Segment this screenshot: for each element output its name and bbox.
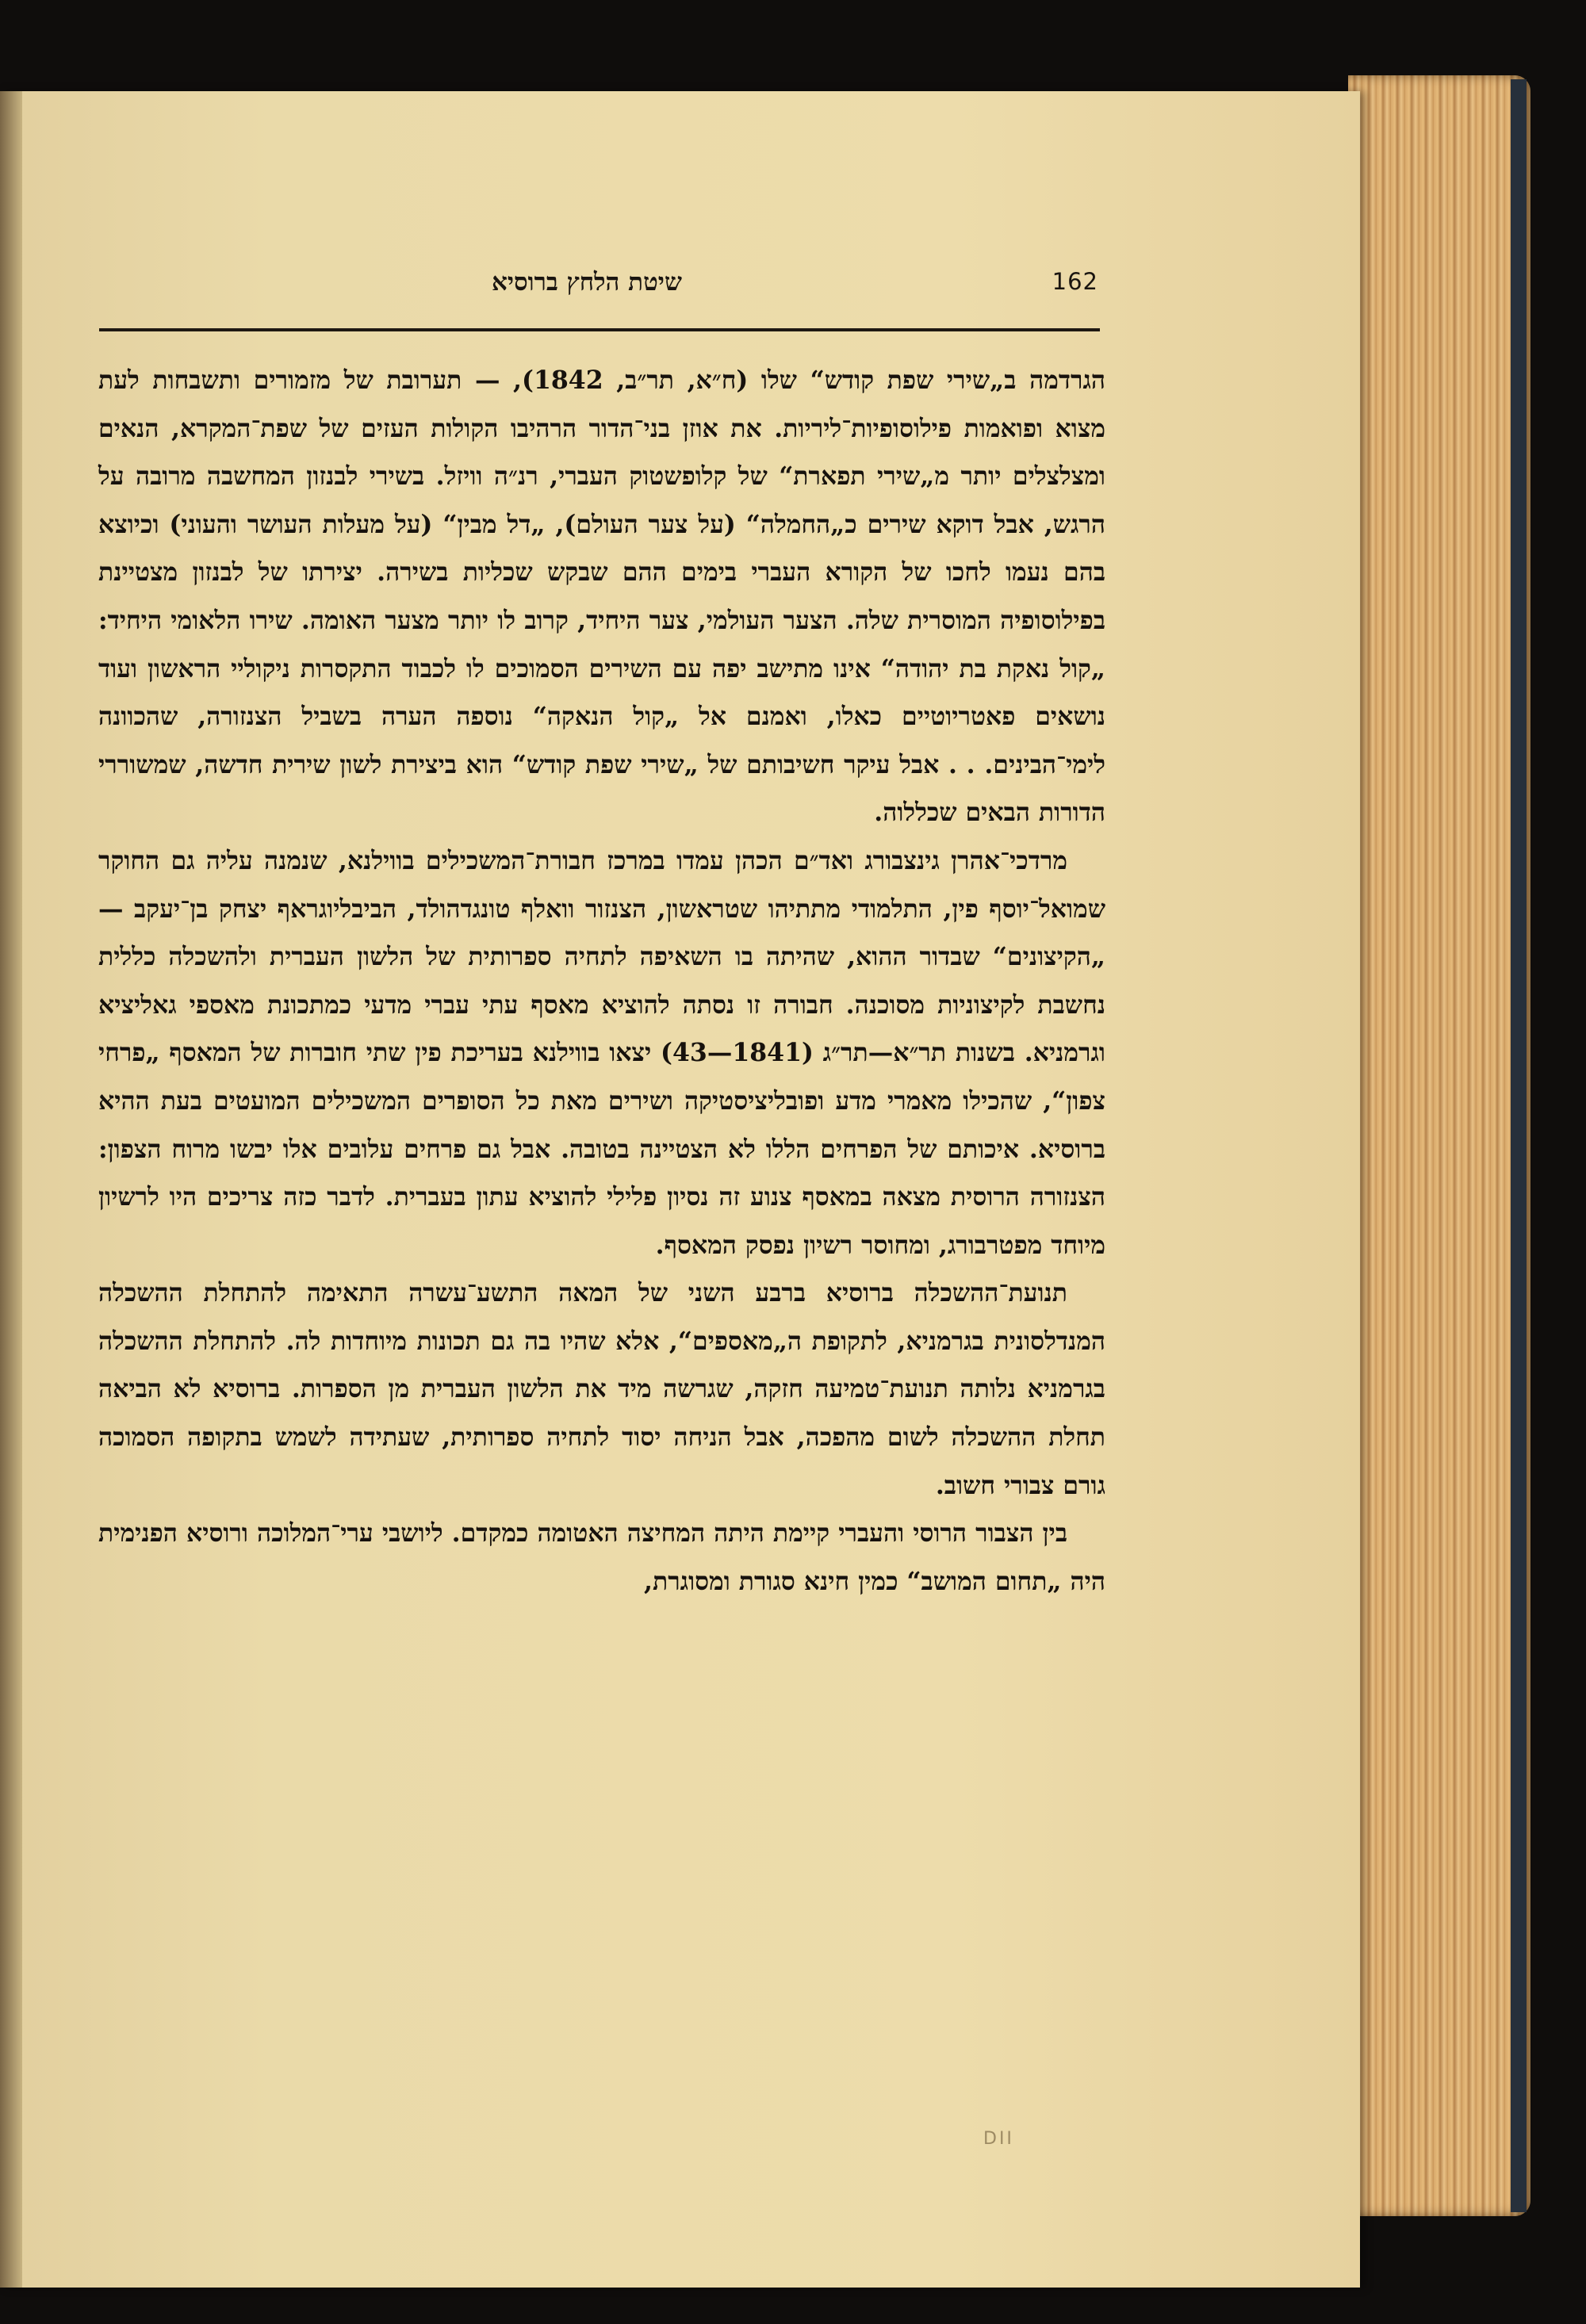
book-cover-edge [1511,79,1527,2212]
running-title: שיטת הלחץ ברוסיא [492,268,682,297]
page-gutter-shadow [0,91,22,2288]
page-header [95,268,1098,316]
paragraph: מרדכי־אהרן גינצבורג ואד״ם הכהן עמדו במרכז חבורת־המשכילים בווילנא, שנמנה עליה גם החוקר שמואל־יוסף פין, התלמודי מתתיהו שטראשון, הצנזור וואלף טונגדהולד, הביבליוגראף יצחק בן־יעקב — „הקיצונים“ שבדור ההוא, שהיתה בו השאיפה לתחיה ספרותית של הלשון העברית ולהשכלה כללית נחשבת לקיצוניות מסוכנה. חבורה זו נסתה להוציא מאסף עתי עברי מדעי כמתכונת מאספי גאליציא וגרמניא. בשנות תר״א—תר״ג (1841—43) יצאו בווילנא בעריכת פין שתי חוברות של המאסף „פרחי צפון“, שהכילו מאמרי מדע ופובליציסטיקה ושירים מאת כל הסופרים המשכילים המועטים בעת ההיא ברוסיא. איכותם של הפרחים הללו לא הצטיינה בטובה. אבל גם פרחים עלובים אלו יבשו מרוח הצפון: הצנזורה הרוסית מצאה במאסף צנוע זה נסיון פלילי להוציא עתון בעברית. לדבר כזה צריכים היו לרשיון מיוחד מפטרבורג, ומחוסר רשיון נפסק המאסף. [98,845,1105,1260]
paragraph: הגרדמה ב„שירי שפת קודש“ שלו (ח״א, תר״ב, 1842), — תערובת של מזמורים ותשבחות לעת מצוא ופואמות פילוסופיות־ליריות. את אוזן בני־הדור הרהיבו הקולות העזים של שפת־המקרא, הנאים ומצלצלים יותר מ„שירי תפארת“ של קלופשטוק העברי, רנ״ה וויזל. בשירי לבנזון המחשבה מרובה על הרגש, אבל דוקא שירים כ„החמלה“ (על צער העולם), „דל מבין“ (על מעלות העושר והעוני) וכיוצא בהם נעמו לחכו של הקורא העברי בימים ההם שבקש שכליות בשירה. יצירתו של לבנזון מצטיינת בפילוסופיה המוסרית שלה. הצער העולמי, צער היחיד, קרוב לו יותר מצער האומה. שירו הלאומי היחיד: „קול נאקת בת יהודה“ אינו מתישב יפה עם השירים הסמוכים לו לכבוד התקסרות ניקוליי הראשון ועוד נושאים פאטריוטיים כאלו, ואמנם אל „קול הנאקה“ נוספה הערה בשביל הצנזורה, שהכוונה לימי־הבינים. . . אבל עיקר חשיבותם של „שירי שפת קודש“ הוא ביצירת לשון שירית חדשה, שמשוררי הדורות הבאים שכללוה. [98,366,1106,828]
footer-mark: DII [983,2129,1014,2149]
book-page-edges [1348,75,1530,2216]
header-rule [99,328,1100,331]
paragraph: בין הצבור הרוסי והעברי קיימת היתה המחיצה האטומה כמקדם. ליושבי ערי־המלוכה ורוסיא הפנימית היה „תחום המושב“ כמין חינא סגורת ומסוגרת, [98,1518,1105,1596]
page-number: 162 [1052,268,1098,295]
body-text [98,357,1105,1606]
paragraph: תנועת־ההשכלה ברוסיא ברבע השני של המאה התשע־עשרה התאימה להתחלת ההשכלה המנדלסונית בגרמניא, לתקופת ה„מאספים“, אלא שהיו בה גם תכונות מיוחדות לה. להתחלת ההשכלה בגרמניא נלותה תנועת־טמיעה חזקה, שגרשה מיד את הלשון העברית מן הספרות. ברוסיא לא הביאה תחלת ההשכלה לשום מהפכה, אבל הניחה יסוד לתחיה ספרותית, שעתידה לשמש בתקופה הסמוכה גורם צבורי חשוב. [98,1278,1105,1500]
